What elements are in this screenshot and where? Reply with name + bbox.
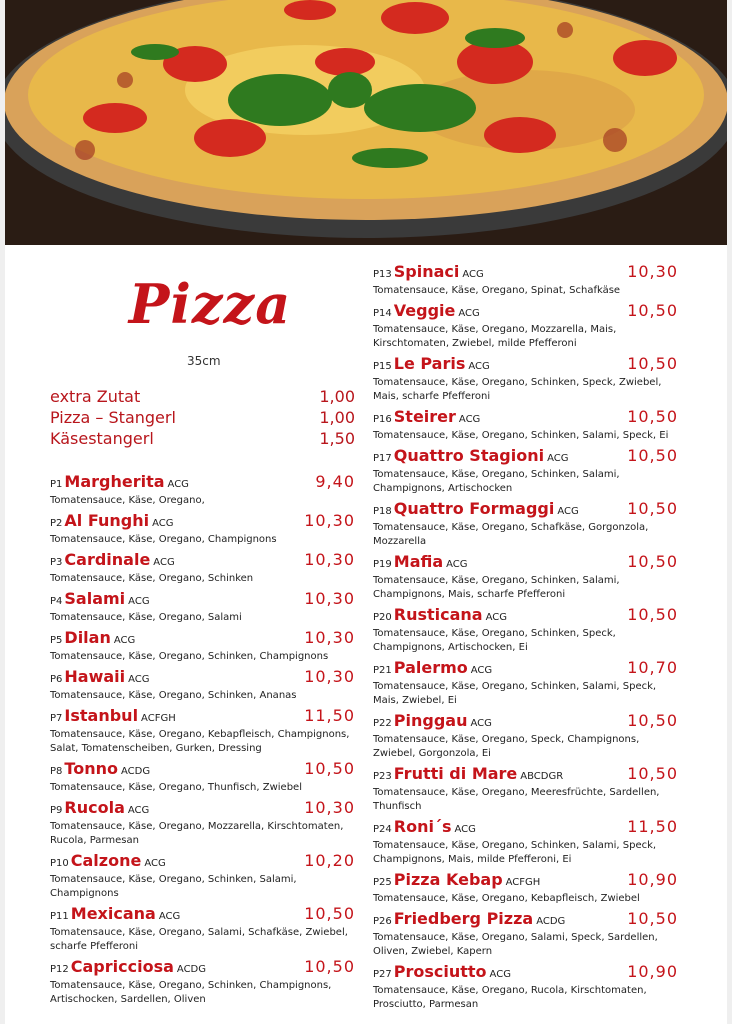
item-price: 11,50 [627,817,678,836]
item-description: Tomatensauce, Käse, Oregano, Rucola, Kirschtomaten, Prosciutto, Parmesan [373,985,647,1010]
menu-item-header [373,962,678,984]
menu-item [373,658,678,708]
menu-column-right [373,262,678,1015]
allergen-codes: ACG [167,479,189,490]
pizza-photo [5,0,727,245]
item-description: Tomatensauce, Käse, Oregano, Salami [50,612,242,623]
extra-label: Käsestangerl [50,429,154,448]
extra-price: 1,00 [319,408,355,427]
menu-item [50,589,355,625]
item-name: Capricciosa [70,957,174,976]
allergen-codes: ACDG [176,964,207,975]
menu-item-header [50,589,355,611]
menu-item-title [373,301,480,323]
item-name: Quattro Stagioni [393,446,545,465]
allergen-codes: ACFGH [505,877,541,888]
item-name: Istanbul [64,706,139,725]
item-number: P26 [373,916,392,927]
item-price: 10,70 [627,658,678,677]
menu-item-title [373,407,480,429]
item-name: Mexicana [70,904,156,923]
item-number: P3 [50,557,63,568]
menu-item-title [373,354,490,376]
item-price: 10,50 [304,759,355,778]
item-price: 10,50 [627,499,678,518]
menu-item-header [373,605,678,627]
menu-item [373,407,678,443]
item-name: Pinggau [393,711,468,730]
item-number: P7 [50,713,63,724]
item-name: Calzone [70,851,142,870]
menu-item-title [50,759,150,781]
menu-item-header [50,511,355,533]
menu-item-header [373,446,678,468]
item-name: Prosciutto [393,962,487,981]
item-number: P5 [50,635,63,646]
menu-item-header [373,658,678,680]
item-number: P15 [373,361,392,372]
item-number: P24 [373,824,392,835]
item-price: 10,90 [627,870,678,889]
menu-item [50,798,355,848]
item-name: Rucola [64,798,125,817]
menu-item-title [50,904,180,926]
menu-item [50,550,355,586]
item-name: Dilan [64,628,111,647]
item-price: 11,50 [304,706,355,725]
allergen-codes: ACG [153,557,175,568]
item-description: Tomatensauce, Käse, Oregano, Schinken, Salami, Champignons [50,874,297,899]
item-name: Al Funghi [64,511,150,530]
item-price: 10,30 [627,262,678,281]
menu-item-header [373,817,678,839]
allergen-codes: ABCDGR [520,771,564,782]
menu-item-title [373,262,484,284]
item-number: P14 [373,308,392,319]
item-number: P6 [50,674,63,685]
menu-item-title [373,605,507,627]
item-price: 10,50 [627,446,678,465]
item-number: P20 [373,612,392,623]
item-number: P27 [373,969,392,980]
item-description: Tomatensauce, Käse, Oregano, Salami, Speck, Sardellen, Oliven, Zwiebel, Kapern [373,932,658,957]
menu-item-header [50,904,355,926]
menu-item-header [50,667,355,689]
allergen-codes: ACG [158,911,181,922]
item-name: Tonno [64,759,118,778]
item-price: 10,50 [627,764,678,783]
item-price: 10,50 [627,407,678,426]
item-price: 10,50 [627,909,678,928]
menu-page [5,0,727,1024]
pizza-size: 35cm [187,354,221,368]
menu-item [50,904,355,954]
item-price: 10,30 [304,628,355,647]
item-name: Friedberg Pizza [393,909,534,928]
menu-item-title [50,667,150,689]
item-description: Tomatensauce, Käse, Oregano, Schinken [50,573,254,584]
menu-item-title [50,851,166,873]
item-number: P2 [50,518,63,529]
menu-item [50,851,355,901]
menu-item-header [373,301,678,323]
menu-item-title [373,909,565,931]
item-price: 9,40 [315,472,355,491]
menu-item [373,711,678,761]
item-number: P16 [373,414,392,425]
menu-item-title [50,957,206,979]
menu-item [50,759,355,795]
item-number: P8 [50,766,63,777]
menu-item [373,262,678,298]
item-name: Mafia [393,552,444,571]
menu-item-header [50,851,355,873]
item-description: Tomatensauce, Käse, Oregano, Schinken, Salami, Speck, Mais, Zwiebel, Ei [373,681,657,706]
menu-item [373,870,678,906]
item-description: Tomatensauce, Käse, Oregano, Meeresfrüchte, Sardellen, Thunfisch [373,787,660,812]
item-number: P21 [373,665,392,676]
menu-item [373,552,678,602]
allergen-codes: ACDG [120,766,151,777]
item-description: Tomatensauce, Käse, Oregano, [50,495,205,506]
menu-item-title [50,511,174,533]
item-description: Tomatensauce, Käse, Oregano, Champignons [50,534,277,545]
item-price: 10,30 [304,667,355,686]
item-description: Tomatensauce, Käse, Oregano, Spinat, Schafkäse [373,285,621,296]
menu-item-header [50,798,355,820]
menu-item-title [50,706,176,728]
item-description: Tomatensauce, Käse, Oregano, Kebapfleisch, Champignons, Salat, Tomatenscheiben, Gurken, Dressing [50,729,350,754]
item-name: Veggie [393,301,456,320]
menu-item [373,446,678,496]
menu-item-header [373,499,678,521]
allergen-codes: ACG [547,453,569,464]
menu-item-header [373,909,678,931]
item-name: Rusticana [393,605,483,624]
item-price: 10,50 [627,711,678,730]
item-name: Roni´s [393,817,452,836]
menu-item [373,499,678,549]
item-number: P13 [373,269,392,280]
item-name: Steirer [393,407,456,426]
item-price: 10,30 [304,511,355,530]
allergen-codes: ACG [454,824,476,835]
item-price: 10,20 [304,851,355,870]
menu-item-title [50,798,149,820]
menu-item [50,667,355,703]
extra-price: 1,50 [319,429,355,448]
item-name: Margherita [64,472,165,491]
allergen-codes: ACG [144,858,166,869]
item-name: Salami [64,589,126,608]
allergen-codes: ACG [458,308,480,319]
menu-item-title [373,962,511,984]
menu-item-title [373,817,476,839]
menu-item-title [50,550,175,572]
allergen-codes: ACG [462,269,484,280]
allergen-codes: ACG [446,559,468,570]
extra-label: extra Zutat [50,387,141,406]
extra-label: Pizza – Stangerl [50,408,176,427]
menu-item-header [373,262,678,284]
menu-item-header [50,957,355,979]
menu-item [373,605,678,655]
allergen-codes: ACG [127,805,150,816]
item-number: P18 [373,506,392,517]
menu-item [373,962,678,1012]
item-description: Tomatensauce, Käse, Oregano, Schinken, Speck, Zwiebel, Mais, scharfe Pfefferoni [373,377,662,402]
menu-title: Pizza [128,272,292,336]
item-name: Le Paris [393,354,466,373]
menu-item-title [373,711,492,733]
menu-item [50,511,355,547]
allergen-codes: ACG [470,718,492,729]
item-name: Cardinale [64,550,151,569]
item-price: 10,30 [304,798,355,817]
item-price: 10,30 [304,589,355,608]
menu-item-title [50,628,135,650]
extra-item [50,407,355,428]
menu-item-header [50,706,355,728]
allergen-codes: ACG [113,635,136,646]
menu-item-title [373,446,568,468]
extras-list [50,386,355,449]
item-description: Tomatensauce, Käse, Oregano, Schinken, Salami, Champignons, Artischocken [373,469,620,494]
allergen-codes: ACG [470,665,493,676]
allergen-codes: ACG [128,674,150,685]
menu-item [50,472,355,508]
item-description: Tomatensauce, Käse, Oregano, Schinken, Salami, Champignons, Mais, scharfe Pfefferoni [373,575,620,600]
allergen-codes: ACG [458,414,481,425]
item-description: Tomatensauce, Käse, Oregano, Speck, Champignons, Zwiebel, Gorgonzola, Ei [373,734,640,759]
menu-item-title [50,472,189,494]
item-description: Tomatensauce, Käse, Oregano, Schinken, Champignons [50,651,329,662]
allergen-codes: ACG [128,596,150,607]
item-description: Tomatensauce, Käse, Oregano, Schinken, Salami, Speck, Ei [373,430,669,441]
item-number: P25 [373,877,392,888]
item-description: Tomatensauce, Käse, Oregano, Thunfisch, Zwiebel [50,782,302,793]
menu-item-header [373,711,678,733]
item-price: 10,50 [304,957,355,976]
menu-item-title [373,552,468,574]
menu-column-left [50,472,355,1010]
menu-item-title [373,870,540,892]
item-number: P9 [50,805,63,816]
allergen-codes: ACDG [536,916,566,927]
item-number: P23 [373,771,392,782]
menu-item-title [373,658,492,680]
menu-item [50,628,355,664]
menu-item-title [373,499,579,521]
menu-item-header [373,552,678,574]
allergen-codes: ACG [557,506,579,517]
extra-price: 1,00 [319,387,355,406]
menu-item-header [373,407,678,429]
item-name: Palermo [393,658,468,677]
item-price: 10,50 [627,301,678,320]
menu-item [373,301,678,351]
item-description: Tomatensauce, Käse, Oregano, Schinken, Salami, Speck, Champignons, Mais, milde Pfefferoni, Ei [373,840,657,865]
allergen-codes: ACG [468,361,490,372]
menu-item-header [50,628,355,650]
allergen-codes: ACG [152,518,174,529]
menu-item [50,957,355,1007]
menu-item-header [50,550,355,572]
item-number: P10 [50,858,69,869]
item-name: Quattro Formaggi [393,499,555,518]
allergen-codes: ACG [485,612,508,623]
allergen-codes: ACG [489,969,511,980]
item-number: P4 [50,596,63,607]
item-number: P17 [373,453,392,464]
menu-item [373,817,678,867]
item-number: P19 [373,559,392,570]
menu-item [373,909,678,959]
item-description: Tomatensauce, Käse, Oregano, Mozzarella, Kirschtomaten, Rucola, Parmesan [50,821,344,846]
allergen-codes: ACFGH [141,713,176,724]
menu-item-header [50,759,355,781]
item-number: P12 [50,964,69,975]
item-description: Tomatensauce, Käse, Oregano, Mozzarella, Mais, Kirschtomaten, Zwiebel, milde Pfefferoni [373,324,617,349]
menu-item [50,706,355,756]
item-description: Tomatensauce, Käse, Oregano, Schinken, Champignons, Artischocken, Sardellen, Oliven [50,980,332,1005]
item-price: 10,50 [627,354,678,373]
item-description: Tomatensauce, Käse, Oregano, Schinken, Ananas [50,690,297,701]
menu-item [373,764,678,814]
menu-item-title [50,589,150,611]
menu-item-title [373,764,563,786]
menu-item-header [50,472,355,494]
menu-item [373,354,678,404]
item-name: Hawaii [64,667,126,686]
item-name: Spinaci [393,262,460,281]
item-description: Tomatensauce, Käse, Oregano, Kebapfleisch, Zwiebel [373,893,640,904]
item-number: P1 [50,479,63,490]
item-name: Frutti di Mare [393,764,518,783]
item-price: 10,50 [304,904,355,923]
menu-item-header [373,764,678,786]
item-price: 10,50 [627,552,678,571]
item-price: 10,90 [627,962,678,981]
menu-item-header [373,354,678,376]
item-price: 10,50 [627,605,678,624]
item-number: P11 [50,911,69,922]
item-name: Pizza Kebap [393,870,503,889]
item-number: P22 [373,718,392,729]
item-description: Tomatensauce, Käse, Oregano, Schafkäse, Gorgonzola, Mozzarella [373,522,649,547]
item-price: 10,30 [304,550,355,569]
extra-item [50,386,355,407]
menu-item-header [373,870,678,892]
extra-item [50,428,355,449]
item-description: Tomatensauce, Käse, Oregano, Salami, Schafkäse, Zwiebel, scharfe Pfefferoni [50,927,348,952]
item-description: Tomatensauce, Käse, Oregano, Schinken, Speck, Champignons, Artischocken, Ei [373,628,616,653]
